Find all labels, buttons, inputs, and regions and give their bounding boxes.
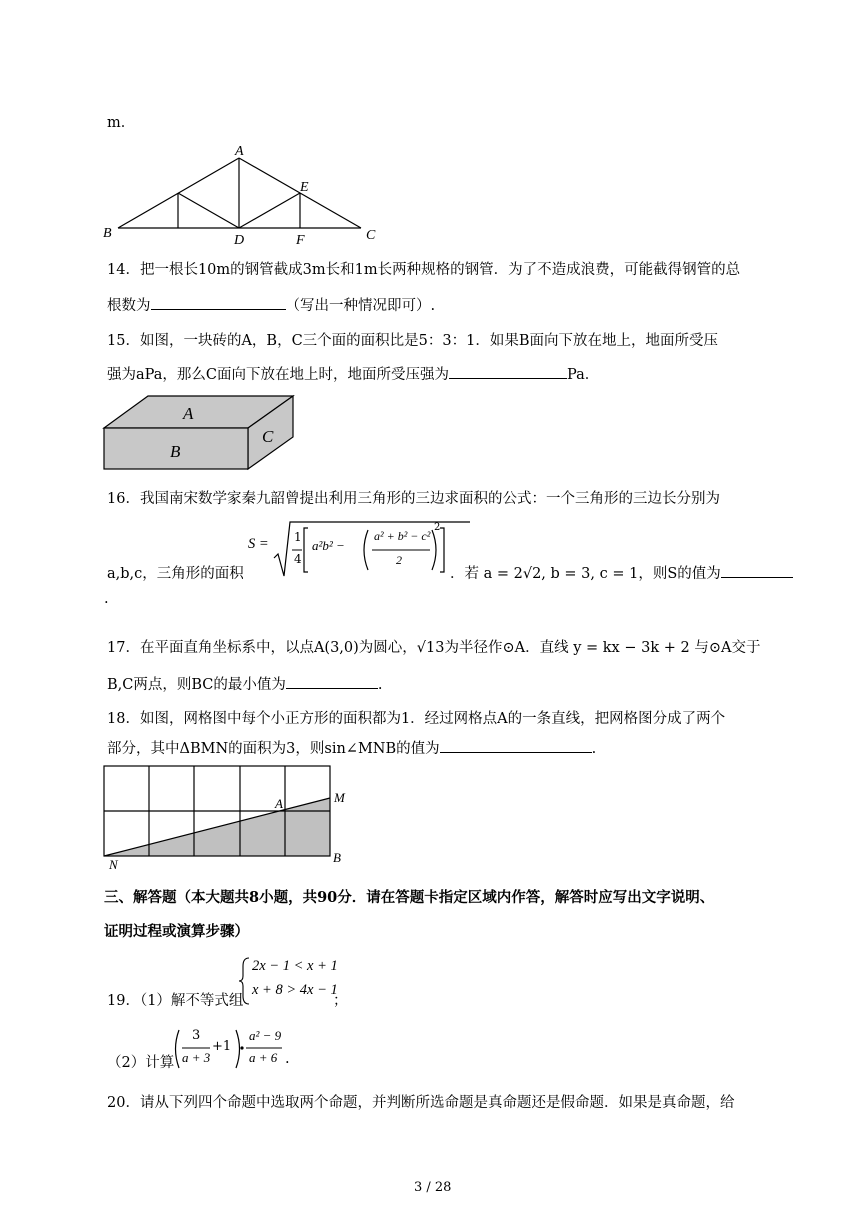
q20-line1: 20．请从下列四个命题中选取两个命题，并判断所选命题是真命题还是假命题．如果是真命题，给: [107, 1095, 735, 1111]
formula-S: S =: [248, 536, 269, 552]
quarter-den: 4: [294, 552, 302, 566]
grid-label-B: B: [333, 850, 341, 865]
face-A: A: [183, 404, 194, 423]
q17-prefix: B,C两点，则BC的最小值为: [107, 677, 286, 693]
q17-answer-blank[interactable]: [286, 674, 378, 689]
q17-line1: 17．在平面直角坐标系中，以点A(3,0)为圆心，√13为半径作⊙A．直线 y = kx − 3k + 2 与⊙A交于: [107, 640, 761, 656]
face-C: C: [262, 427, 274, 446]
system-brace: [238, 956, 252, 1006]
label-F: F: [296, 233, 305, 248]
quarter-num: 1: [294, 530, 302, 544]
q14-prefix: 根数为: [107, 298, 151, 314]
q16-line3: .: [104, 591, 109, 607]
answer-unit-m: m．: [107, 115, 136, 131]
grid-label-M: M: [334, 790, 345, 805]
q18-line1: 18．如图，网格图中每个小正方形的面积都为1．经过网格点A的一条直线，把网格图分成了两个: [107, 711, 726, 727]
q16-line2-cond: [450, 562, 793, 583]
q16-line1: 16．我国南宋数学家秦九韶曾提出利用三角形的三边求面积的公式：一个三角形的三边长分别为: [107, 491, 720, 507]
frac2-numerator: a² − 9: [249, 1028, 282, 1043]
frac2-denominator: a + 6: [249, 1050, 278, 1065]
q18-answer-blank[interactable]: [440, 738, 592, 753]
label-B: B: [103, 226, 112, 241]
q14-line1: 14．把一根长10m的钢管截成3m长和1m长两种规格的钢管．为了不造成浪费，可能截得钢管的总: [107, 262, 741, 278]
plus-one: +1: [212, 1039, 232, 1054]
section3-heading-line1: 三、解答题（本大题共8小题，共90分．请在答题卡指定区域内作答，解答时应写出文字说明、: [104, 889, 715, 906]
q17-line2: [107, 673, 383, 694]
q15-answer-blank[interactable]: [449, 364, 567, 379]
face-B: B: [170, 442, 181, 461]
inequality-1: 2x − 1 < x + 1: [252, 958, 338, 974]
a2b2-term: a²b² −: [312, 538, 345, 553]
grid-diagram: [100, 762, 360, 874]
q16-condition: ．若 a = 2√2, b = 3, c = 1，则S的值为: [450, 566, 721, 582]
q15-suffix: Pa．: [567, 367, 600, 383]
label-A: A: [235, 144, 244, 159]
q16-answer-blank[interactable]: [721, 563, 793, 578]
q14-line2: [107, 294, 435, 315]
q19-part2-end: .: [285, 1051, 290, 1067]
q14-suffix: （写出一种情况即可）.: [285, 298, 436, 314]
q18-line2: [107, 737, 596, 758]
grid-label-A: A: [275, 796, 283, 811]
inner-den: 2: [396, 553, 402, 567]
q19-part2-label: （2）计算: [107, 1055, 175, 1071]
brick-diagram: [100, 392, 300, 474]
formula-radical: [272, 518, 472, 580]
page-number: 3 / 28: [414, 1180, 452, 1195]
frac1-denominator: a + 3: [182, 1050, 211, 1065]
q15-line1: 15．如图，一块砖的A，B，C三个面的面积比是5：3：1．如果B面向下放在地上，地面所受压: [107, 333, 719, 349]
power-2: 2: [434, 522, 441, 533]
label-E: E: [300, 180, 309, 195]
inner-num: a² + b² − c²: [374, 529, 431, 543]
q19-part1-end: ；: [333, 993, 348, 1009]
q15-line2: [107, 363, 599, 384]
frac1-numerator: 3: [192, 1028, 201, 1043]
section3-heading-line2: 证明过程或演算步骤）: [104, 923, 249, 940]
label-D: D: [234, 233, 245, 248]
q17-suffix: .: [377, 677, 383, 693]
grid-label-N: N: [109, 857, 118, 872]
truss-diagram: [98, 140, 388, 248]
inequality-2: x + 8 > 4x − 1: [252, 982, 338, 998]
q18-prefix: 部分，其中ΔBMN的面积为3，则sin∠MNB的值为: [107, 741, 440, 757]
q19-part1-label: 19．（1）解不等式组: [107, 993, 244, 1009]
label-C: C: [366, 228, 376, 243]
q15-prefix: 强为aPa，那么C面向下放在地上时，地面所受压强为: [107, 367, 449, 383]
q16-line2-prefix: a,b,c，三角形的面积: [107, 566, 244, 582]
q14-answer-blank[interactable]: [151, 295, 286, 310]
q18-suffix: .: [591, 741, 597, 757]
